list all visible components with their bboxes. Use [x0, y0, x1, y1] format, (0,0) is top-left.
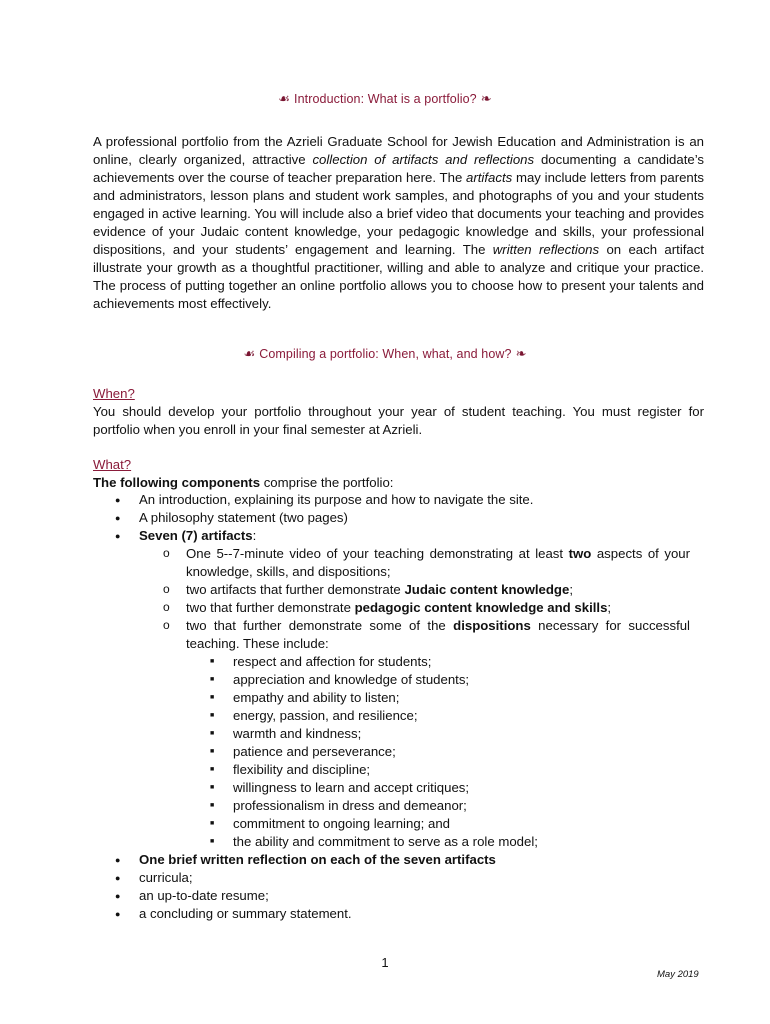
disposition-item: ■ empathy and ability to listen; [186, 689, 690, 707]
what-lead-rest: comprise the portfolio: [260, 475, 394, 490]
ped-text-b: pedagogic content knowledge and skills [354, 600, 608, 615]
disposition-item: ■ respect and affection for students; [186, 653, 690, 671]
what-lead [93, 474, 393, 492]
disposition-item: ■ warmth and kindness; [186, 725, 690, 743]
reflection-label: One brief written reflection on each of the seven artifacts [139, 852, 496, 867]
list-item: ● an up-to-date resume; [93, 887, 713, 905]
ped-text-a: two that further demonstrate [186, 600, 355, 615]
artifacts-colon: : [252, 528, 257, 543]
video-text-c: aspects of your knowledge, skills, and dispositions; [186, 546, 691, 579]
what-subheading: What? [93, 457, 132, 472]
compiling-heading-text: Compiling a portfolio: When, what, and how? [259, 347, 512, 361]
judaic-text-b: Judaic content knowledge [404, 582, 570, 597]
sublist-item [139, 581, 690, 599]
disposition-item: ■ willingness to learn and accept critiques; [186, 779, 690, 797]
list-item [93, 851, 713, 869]
intro-paragraph [93, 133, 704, 313]
sublist-item [139, 617, 690, 851]
fleuron-right-icon: ❧ [515, 347, 527, 362]
list-item: ● a concluding or summary statement. [93, 905, 713, 923]
sublist-item [139, 599, 690, 617]
disp-text-b: dispositions [453, 618, 531, 633]
what-lead-bold: The following components [93, 475, 261, 490]
compiling-heading [0, 347, 770, 362]
ped-text-c: ; [607, 600, 612, 615]
intro-text-2: documenting a candidate’s achievements over the course of teacher preparation here. The [93, 152, 704, 185]
list-item: ● curricula; [93, 869, 713, 887]
intro-text-4: on each artifact illustrate your growth as a thoughtful practitioner, willing and able to analyze and critique your practice. The process of putting together an online portfolio allows you to choose how to present your talents and achievements most effectively. [93, 242, 705, 311]
fleuron-left-icon: ☙ [278, 92, 291, 107]
intro-em-3: written reflections [492, 242, 600, 257]
intro-heading-text: Introduction: What is a portfolio? [294, 92, 477, 106]
judaic-text-a: two artifacts that further demonstrate [186, 582, 405, 597]
intro-em-2: artifacts [466, 170, 513, 185]
fleuron-left-icon: ☙ [243, 347, 256, 362]
sublist-item [139, 545, 690, 581]
intro-em-1: collection of artifacts and reflections [312, 152, 535, 167]
list-item: ● An introduction, explaining its purpose and how to navigate the site. [93, 491, 713, 509]
when-subheading: When? [93, 386, 135, 401]
dispositions-list [186, 653, 690, 851]
artifacts-sublist [139, 545, 713, 851]
artifacts-label: Seven (7) artifacts [139, 528, 253, 543]
video-text-a: One 5--7-minute video of your teaching demonstrating at least [186, 546, 569, 561]
disposition-item: ■ energy, passion, and resilience; [186, 707, 690, 725]
intro-text-3: may include letters from parents and administrators, lesson plans and student work samples, and photographs of you and your students engaged in active learning. You will include also a brief video that documents your teaching and provides evidence of your Judaic content knowledge, your pedagogic knowledge and skills, your professional dispositions, and your students’ engagement and learning. The [93, 170, 705, 257]
disposition-item: ■ appreciation and knowledge of students; [186, 671, 690, 689]
list-item-artifacts [93, 527, 713, 851]
intro-text-1: A professional portfolio from the Azrieli Graduate School for Jewish Education and Administration is an online, clearly organized, attractive [93, 134, 704, 167]
judaic-text-c: ; [569, 582, 573, 597]
intro-heading [0, 92, 770, 107]
disp-text-a: two that further demonstrate some of the [186, 618, 454, 633]
when-text: You should develop your portfolio throughout your year of student teaching. You must register for portfolio when you enroll in your final semester at Azrieli. [93, 404, 704, 437]
fleuron-right-icon: ❧ [480, 92, 492, 107]
components-list [93, 491, 713, 923]
disposition-item: ■ the ability and commitment to serve as a role model; [186, 833, 690, 851]
list-item: ● A philosophy statement (two pages) [93, 509, 713, 527]
footer-date: May 2019 [657, 969, 699, 980]
page-number: 1 [381, 955, 389, 970]
disposition-item: ■ professionalism in dress and demeanor; [186, 797, 690, 815]
disposition-item: ■ commitment to ongoing learning; and [186, 815, 690, 833]
video-text-b: two [568, 546, 592, 561]
disposition-item: ■ flexibility and discipline; [186, 761, 690, 779]
disposition-item: ■ patience and perseverance; [186, 743, 690, 761]
disp-text-c: necessary for successful teaching. These include: [186, 618, 690, 651]
